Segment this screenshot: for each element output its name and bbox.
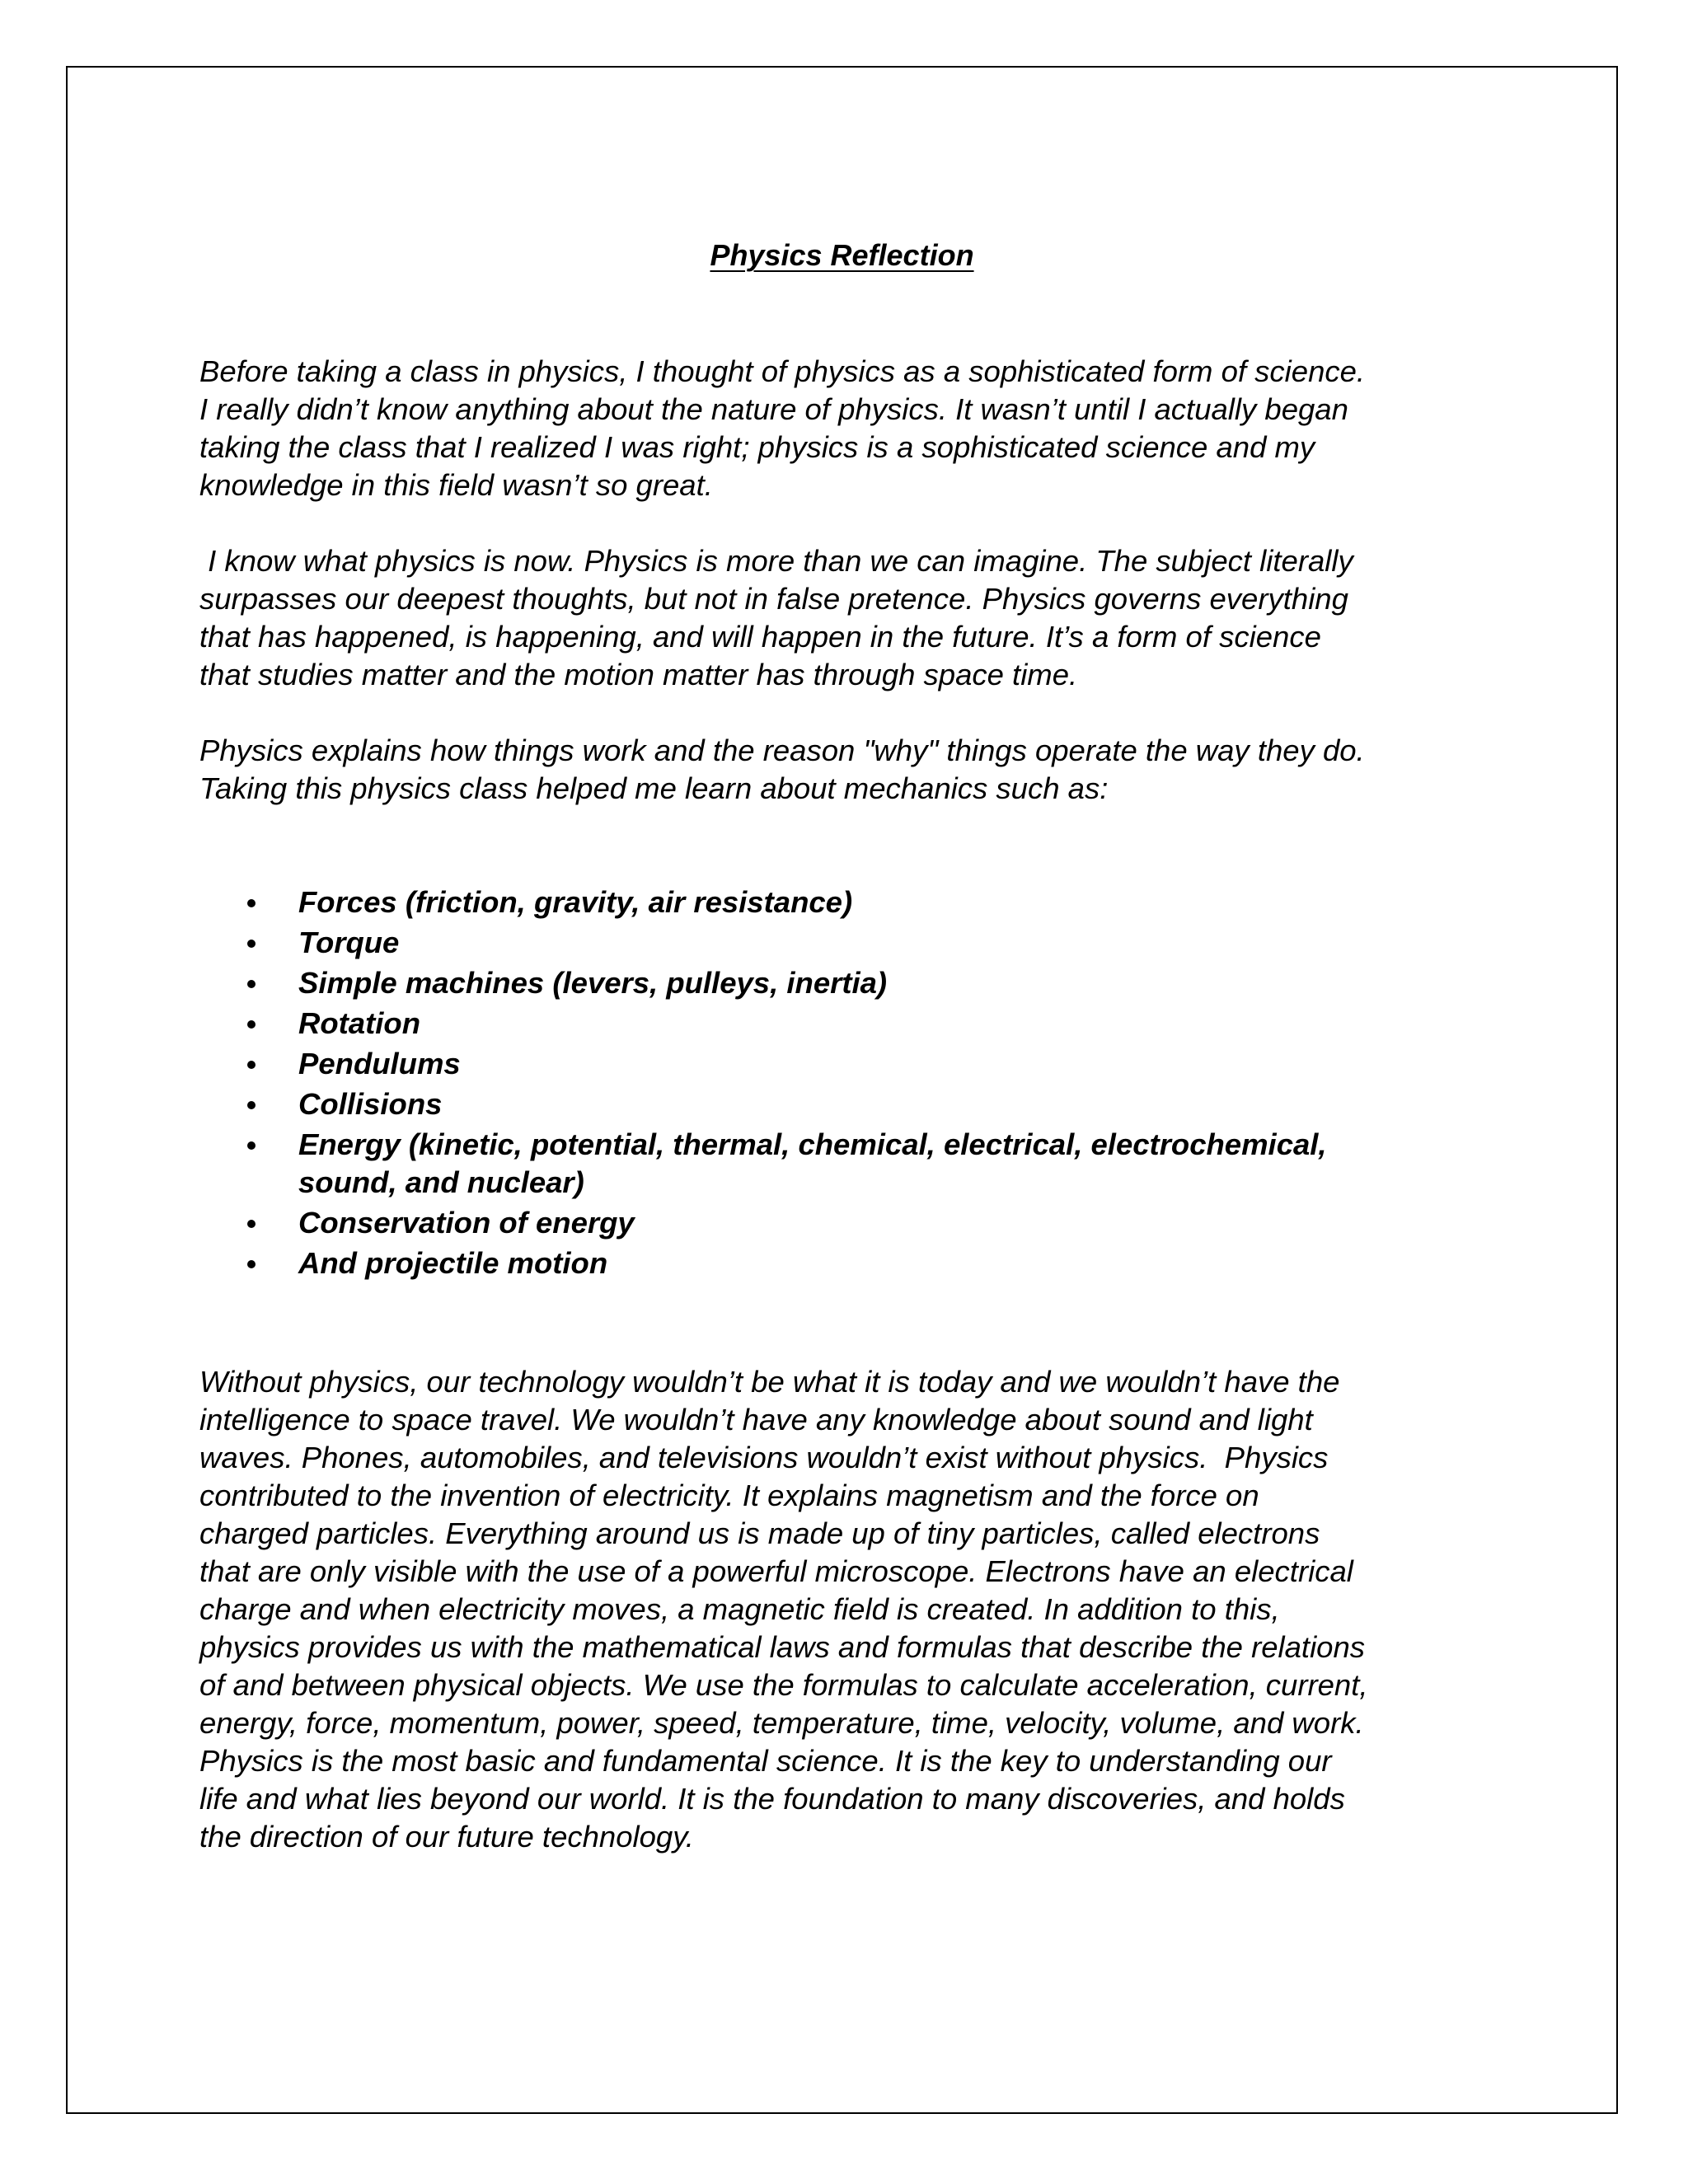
- paragraph-what-is-physics: I know what physics is now. Physics is more than we can imagine. The subject literally surpasses our deepest thoughts, but not in false pretence. Physics governs everything that has happened, is happening, and will happen in the future. It’s a form of science that studies matter and the motion matter has through space time.: [199, 544, 1353, 691]
- list-item: [199, 1005, 1551, 1043]
- list-item-label: Conservation of energy: [298, 1206, 635, 1240]
- bullet-icon: [247, 1061, 256, 1069]
- bullet-icon: [247, 1260, 256, 1268]
- list-item-label: And projectile motion: [298, 1246, 608, 1280]
- list-item: [199, 1126, 1551, 1202]
- list-item: [199, 883, 1551, 921]
- bullet-icon: [247, 980, 256, 988]
- page-border: [66, 66, 1618, 2114]
- list-item-label: Torque: [298, 926, 400, 959]
- bullet-icon: [247, 899, 256, 907]
- bullet-icon: [247, 1141, 256, 1150]
- list-item-label: Energy (kinetic, potential, thermal, chemical, electrical, electrochemical, sound, and nuclear): [298, 1127, 1327, 1199]
- list-item: [199, 1085, 1551, 1123]
- list-item: [199, 1045, 1551, 1083]
- list-item: [199, 1244, 1551, 1282]
- bullet-icon: [247, 940, 256, 948]
- list-item-label: Forces (friction, gravity, air resistance): [298, 885, 853, 919]
- paragraph-mechanics-intro: Physics explains how things work and the reason "why" things operate the way they do. Taking this physics class helped me learn about mechanics such as:: [199, 733, 1365, 805]
- bullet-icon: [247, 1020, 256, 1029]
- list-item-label: Simple machines (levers, pulleys, inertia): [298, 966, 888, 1000]
- list-item: [199, 964, 1551, 1002]
- paragraph-intro: Before taking a class in physics, I thought of physics as a sophisticated form of science. I really didn’t know anything about the nature of physics. It wasn’t until I actually began taking the class that I realized I was right; physics is a sophisticated science and my knowledge in this field wasn’t so great.: [199, 354, 1366, 502]
- document-title: Physics Reflection: [710, 238, 974, 272]
- list-item-label: Collisions: [298, 1087, 443, 1121]
- paragraph-conclusion: Without physics, our technology wouldn’t be what it is today and we wouldn’t have the intelligence to space travel. We wouldn’t have any knowledge about sound and light waves. Phones, automobiles, and televisions wouldn’t exist without physics. Physics contributed to the invention of electricity. It explains magnetism and the force on charged particles. Everything around us is made up of tiny particles, called electrons that are only visible with the use of a powerful microscope. Electrons have an electrical charge and when electricity moves, a magnetic field is created. In addition to this, physics provides us with the mathematical laws and formulas that describe the relations of and between physical objects. We use the formulas to calculate acceleration, current, energy, force, momentum, power, speed, temperature, time, velocity, volume, and work. Physics is the most basic and fundamental science. It is the key to understanding our life and what lies beyond our world. It is the foundation to many discoveries, and holds the direction of our future technology.: [199, 1365, 1368, 1854]
- list-item-label: Rotation: [298, 1006, 420, 1040]
- list-item-label: Pendulums: [298, 1047, 461, 1080]
- bullet-icon: [247, 1220, 256, 1228]
- mechanics-topic-list: [199, 883, 1551, 1285]
- bullet-icon: [247, 1101, 256, 1109]
- list-item: [199, 924, 1551, 962]
- list-item: [199, 1204, 1551, 1242]
